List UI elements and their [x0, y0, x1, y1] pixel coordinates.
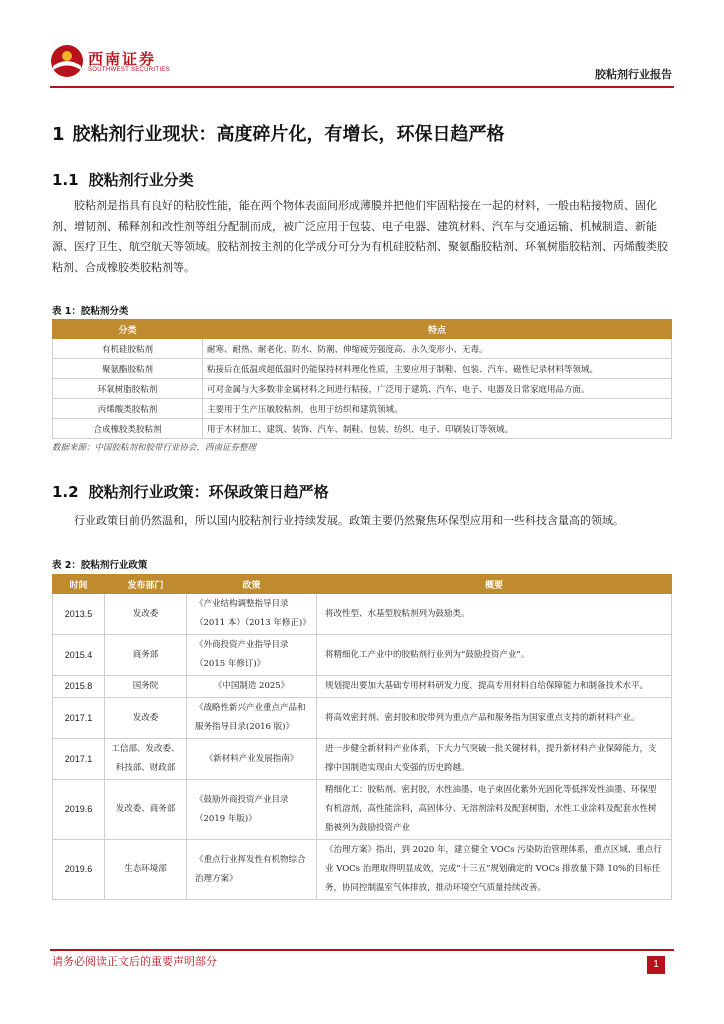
- table-row: [53, 840, 672, 900]
- footer-disclaimer: 请务必阅读正文后的重要声明部分: [52, 955, 217, 968]
- table-row: [53, 698, 672, 739]
- table-row: [53, 419, 672, 439]
- table-cell: 精细化工：胶粘剂、密封胶，水性油墨、电子束固化紫外光固化等低挥发性油墨、环保型有机溶剂，高性能涂料，高固体分、无溶剂涂料及配套树脂，水性工业涂料及配套水性树脂被列为鼓励投资产业: [317, 780, 672, 840]
- table-row: [53, 780, 672, 840]
- section-1-heading: [52, 120, 505, 146]
- table-cell: 2019.6: [53, 780, 105, 840]
- column-header: 特点: [203, 320, 672, 339]
- section-number: 1.2: [52, 483, 79, 501]
- table-cell: 《外商投资产业指导目录（2015 年修订)》: [187, 635, 317, 676]
- table-cell: 用于木材加工、建筑、装饰、汽车、制鞋、包装、纺织、电子、印刷装订等领域。: [203, 419, 672, 439]
- table-cell: 丙烯酸类胶粘剂: [53, 399, 203, 419]
- column-header: 时间: [53, 575, 105, 594]
- brand-name-cn: 西南证券: [88, 50, 157, 68]
- table-cell: 商务部: [105, 635, 187, 676]
- table-2-caption: 表 2：胶粘剂行业政策: [52, 560, 148, 571]
- table-cell: 2017.1: [53, 698, 105, 739]
- table-cell: 环氧树脂胶粘剂: [53, 379, 203, 399]
- table-header-row: [53, 575, 672, 594]
- table-cell: 将精细化工产业中的胶粘剂行业列为“鼓励投资产业”。: [317, 635, 672, 676]
- table-cell: 主要用于生产压敏胶粘剂，也用于纺织和建筑领域。: [203, 399, 672, 419]
- table-cell: 生态环境部: [105, 840, 187, 900]
- table-1-source: 数据来源：中国胶粘剂和胶带行业协会，西南证券整理: [52, 443, 257, 453]
- footer-divider: [50, 949, 674, 951]
- table-cell: 2017.1: [53, 739, 105, 780]
- table-cell: 发改委: [105, 698, 187, 739]
- policy-table: [52, 574, 672, 900]
- table-cell: 合成橡胶类胶粘剂: [53, 419, 203, 439]
- section-1-1-heading: [52, 169, 194, 190]
- table-cell: 《产业结构调整指导目录（2011 本）（2013 年修正)》: [187, 594, 317, 635]
- section-1-2-heading: [52, 481, 329, 502]
- section-title: 胶粘剂行业政策：环保政策日趋严格: [88, 483, 329, 501]
- section-number: 1: [52, 124, 65, 145]
- table-cell: 可对金属与大多数非金属材料之间进行粘接，广泛用于建筑、汽车、电子、电器及日常家庭用品方面。: [203, 379, 672, 399]
- report-type-label: 胶粘剂行业报告: [595, 68, 672, 81]
- table-row: [53, 676, 672, 698]
- table-cell: 耐寒、耐热、耐老化、防水、防潮、伸缩疲劳强度高、永久变形小、无毒。: [203, 339, 672, 359]
- table-cell: 2015.8: [53, 676, 105, 698]
- table-cell: 《中国制造 2025》: [187, 676, 317, 698]
- table-row: [53, 739, 672, 780]
- column-header: 概要: [317, 575, 672, 594]
- table-1-caption: 表 1：胶粘剂分类: [52, 306, 129, 317]
- brand-name-en: SOUTHWEST SECURITIES: [88, 67, 170, 73]
- table-cell: 《重点行业挥发性有机物综合治理方案》: [187, 840, 317, 900]
- table-cell: 将高效密封剂、密封胶和胶带列为重点产品和服务指为国家重点支持的新材料产业。: [317, 698, 672, 739]
- section-title: 胶粘剂行业现状：高度碎片化，有增长，环保日趋严格: [72, 124, 505, 145]
- table-cell: 进一步健全新材料产业体系，下大力气突破一批关键材料，提升新材料产业保障能力，支撑中国制造实现由大变强的历史跨越。: [317, 739, 672, 780]
- table-cell: 国务院: [105, 676, 187, 698]
- table-cell: 2019.6: [53, 840, 105, 900]
- table-cell: 规划提出要加大基础专用材料研发力度，提高专用材料自给保障能力和制备技术水平。: [317, 676, 672, 698]
- table-cell: 工信部、发改委、科技部、财政部: [105, 739, 187, 780]
- table-cell: 《战略性新兴产业重点产品和服务指导目录(2016 版)》: [187, 698, 317, 739]
- table-cell: 《新材料产业发展指南》: [187, 739, 317, 780]
- classification-table: [52, 319, 672, 439]
- column-header: 发布部门: [105, 575, 187, 594]
- table-cell: 2015.4: [53, 635, 105, 676]
- section-title: 胶粘剂行业分类: [88, 171, 194, 189]
- table-row: [53, 635, 672, 676]
- table-row: [53, 359, 672, 379]
- page-number: 1: [647, 956, 665, 974]
- table-cell: 将改性型、水基型胶粘剂列为鼓励类。: [317, 594, 672, 635]
- brand-logo-icon: [50, 44, 84, 78]
- column-header: 分类: [53, 320, 203, 339]
- section-number: 1.1: [52, 171, 79, 189]
- header-divider: [50, 86, 674, 88]
- section-1-1-paragraph: 胶粘剂是指具有良好的粘胶性能，能在两个物体表面间形成薄膜并把他们牢固粘接在一起的材料，一般由粘接物质、固化剂、增韧剂、稀释剂和改性剂等组分配制而成，被广泛应用于包装、电子电器、建筑材料、汽车与交通运输、机械制造、新能源、医疗卫生、航空航天等领域。胶粘剂按主剂的化学成分可分为有机硅胶粘剂、聚氨酯胶粘剂、环氧树脂胶粘剂、丙烯酸类胶粘剂、合成橡胶类胶粘剂等。: [52, 199, 668, 274]
- table-cell: 《治理方案》指出，到 2020 年，建立健全 VOCs 污染防治管理体系，重点区域、重点行业 VOCs 治理取得明显成效，完成“十三五”规划确定的 VOCs 排放量下降 10%的目标任务，协同控制温室气体排放，推动环境空气质量持续改善。: [317, 840, 672, 900]
- table-header-row: [53, 320, 672, 339]
- section-1-2-paragraph: 行业政策目前仍然温和，所以国内胶粘剂行业持续发展。政策主要仍然聚焦环保型应用和一些科技含量高的领域。: [74, 514, 624, 527]
- table-row: [53, 594, 672, 635]
- table-cell: 2013.5: [53, 594, 105, 635]
- table-cell: 发改委: [105, 594, 187, 635]
- table-cell: 粘接后在低温或超低温时仍能保持材料理化性质，主要应用于制鞋、包装、汽车、磁性记录材料等领域。: [203, 359, 672, 379]
- table-cell: 聚氨酯胶粘剂: [53, 359, 203, 379]
- table-row: [53, 399, 672, 419]
- table-cell: 《鼓励外商投资产业目录（2019 年版)》: [187, 780, 317, 840]
- column-header: 政策: [187, 575, 317, 594]
- table-row: [53, 339, 672, 359]
- page-header: [0, 0, 724, 90]
- table-cell: 有机硅胶粘剂: [53, 339, 203, 359]
- table-cell: 发改委、商务部: [105, 780, 187, 840]
- table-row: [53, 379, 672, 399]
